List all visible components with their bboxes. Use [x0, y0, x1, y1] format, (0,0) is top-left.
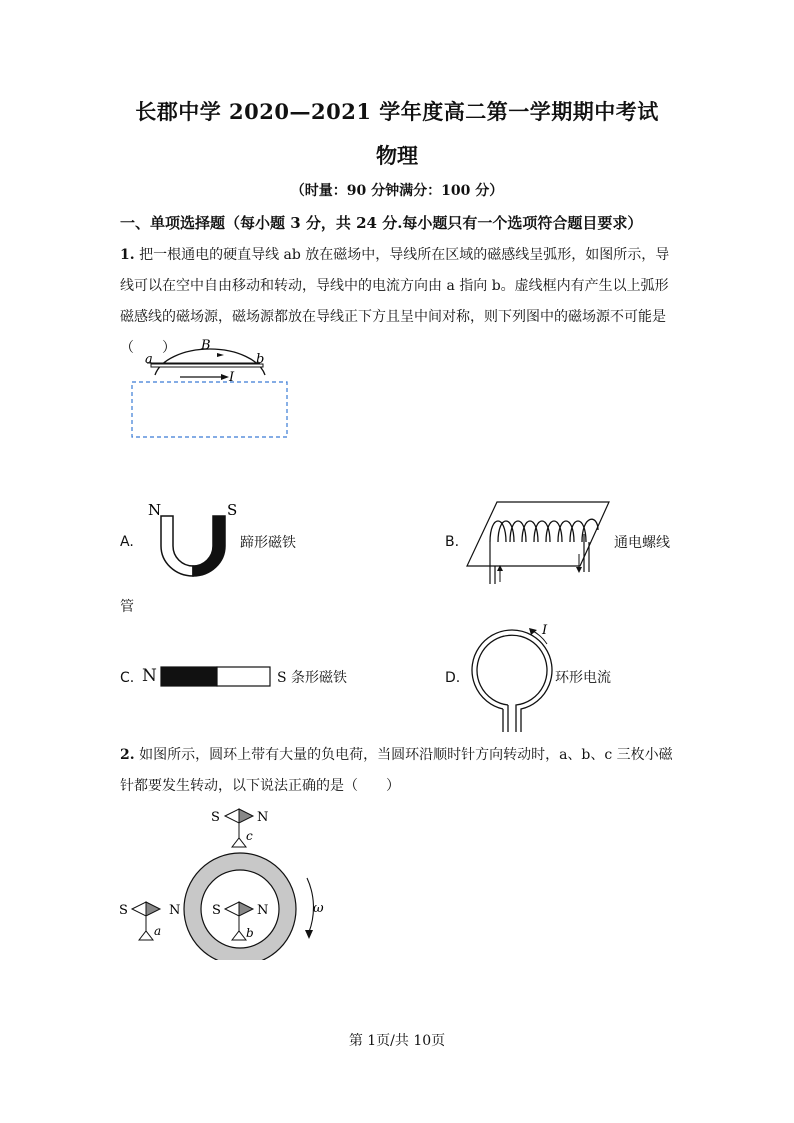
option-c-letter: C.	[120, 670, 135, 686]
arrow-down-head	[576, 567, 582, 573]
ring-inner	[477, 635, 547, 732]
wire-ab	[151, 364, 263, 367]
page-footer: 第 1页/共 10页	[348, 1033, 446, 1049]
option-b-letter: B.	[445, 534, 460, 550]
option-b-caption: 通电螺线	[614, 535, 670, 551]
q2-ring-figure	[115, 800, 345, 960]
needle-b-s: S	[212, 903, 221, 918]
subject-title: 物理	[376, 143, 418, 168]
label-I: I	[229, 370, 235, 385]
bar-magnet-n-half	[161, 667, 217, 686]
solenoid-figure	[462, 494, 612, 586]
needle-c-n: N	[257, 810, 269, 825]
question-2-number: 2.	[120, 747, 135, 763]
question-1-text: 把一根通电的硬直导线 ab 放在磁场中，导线所在区域的磁感线呈弧形，如图所示，导线可以在空中自由移动和转动，导线中的电流方向由 a 指向 b。虚线框内有产生以上弧形磁感线的磁场源，磁场源都放在导线正下方且呈中间对称，则下列图中的磁场源不可能是（ ）	[120, 247, 670, 356]
needle-b-n: N	[257, 903, 269, 918]
ring-outer	[472, 630, 552, 732]
needle-c-s: S	[211, 810, 220, 825]
label-b: b	[256, 352, 265, 367]
horseshoe-magnet	[145, 498, 245, 583]
question-2-text: 如图所示，圆环上带有大量的负电荷，当圆环沿顺时针方向转动时，a、b、c 三枚小磁针都要发生转动，以下说法正确的是（ ）	[120, 747, 673, 794]
option-a-caption: 蹄形磁铁	[240, 535, 296, 551]
needle-c-label: c	[246, 829, 253, 843]
bar-magnet	[160, 665, 272, 689]
exam-title: 长郡中学 2020—2021 学年度高二第一学期期中考试	[135, 99, 659, 124]
option-a-letter: A.	[120, 534, 134, 550]
label-B: B	[201, 338, 211, 353]
section-heading: 一、单项选择题（每小题 3 分，共 24 分.每小题只有一个选项符合题目要求）	[120, 214, 643, 232]
magnet-s-arm	[193, 516, 225, 576]
needle-a-label: a	[154, 924, 162, 938]
needle-b-label: b	[246, 926, 254, 940]
ring-current	[465, 620, 560, 735]
question-1-number: 1.	[120, 247, 135, 263]
dashed-box	[132, 382, 287, 437]
time-info: （时量：90 分钟满分：100 分）	[290, 183, 504, 199]
bar-magnet-s-half	[217, 667, 270, 686]
current-arrowhead	[221, 374, 229, 380]
magnet-n-arm	[161, 516, 193, 576]
option-d-letter: D.	[445, 670, 461, 686]
ring-label-I: I	[542, 623, 548, 638]
question-2	[120, 740, 680, 802]
q1-wire-figure	[125, 333, 300, 443]
label-a: a	[145, 352, 153, 367]
option-c-caption: S 条形磁铁	[277, 670, 348, 686]
rotation-arrowhead	[305, 930, 313, 939]
pole-s: S	[227, 501, 238, 519]
needle-a-s: S	[119, 903, 128, 918]
field-arrowhead	[217, 353, 224, 357]
option-d-caption: 环形电流	[555, 670, 611, 686]
label-omega: ω	[313, 901, 324, 916]
bar-pole-n: N	[142, 666, 157, 686]
needle-a-n: N	[169, 903, 181, 918]
pole-n: N	[148, 501, 162, 519]
option-b-caption-cont: 管	[120, 599, 134, 615]
